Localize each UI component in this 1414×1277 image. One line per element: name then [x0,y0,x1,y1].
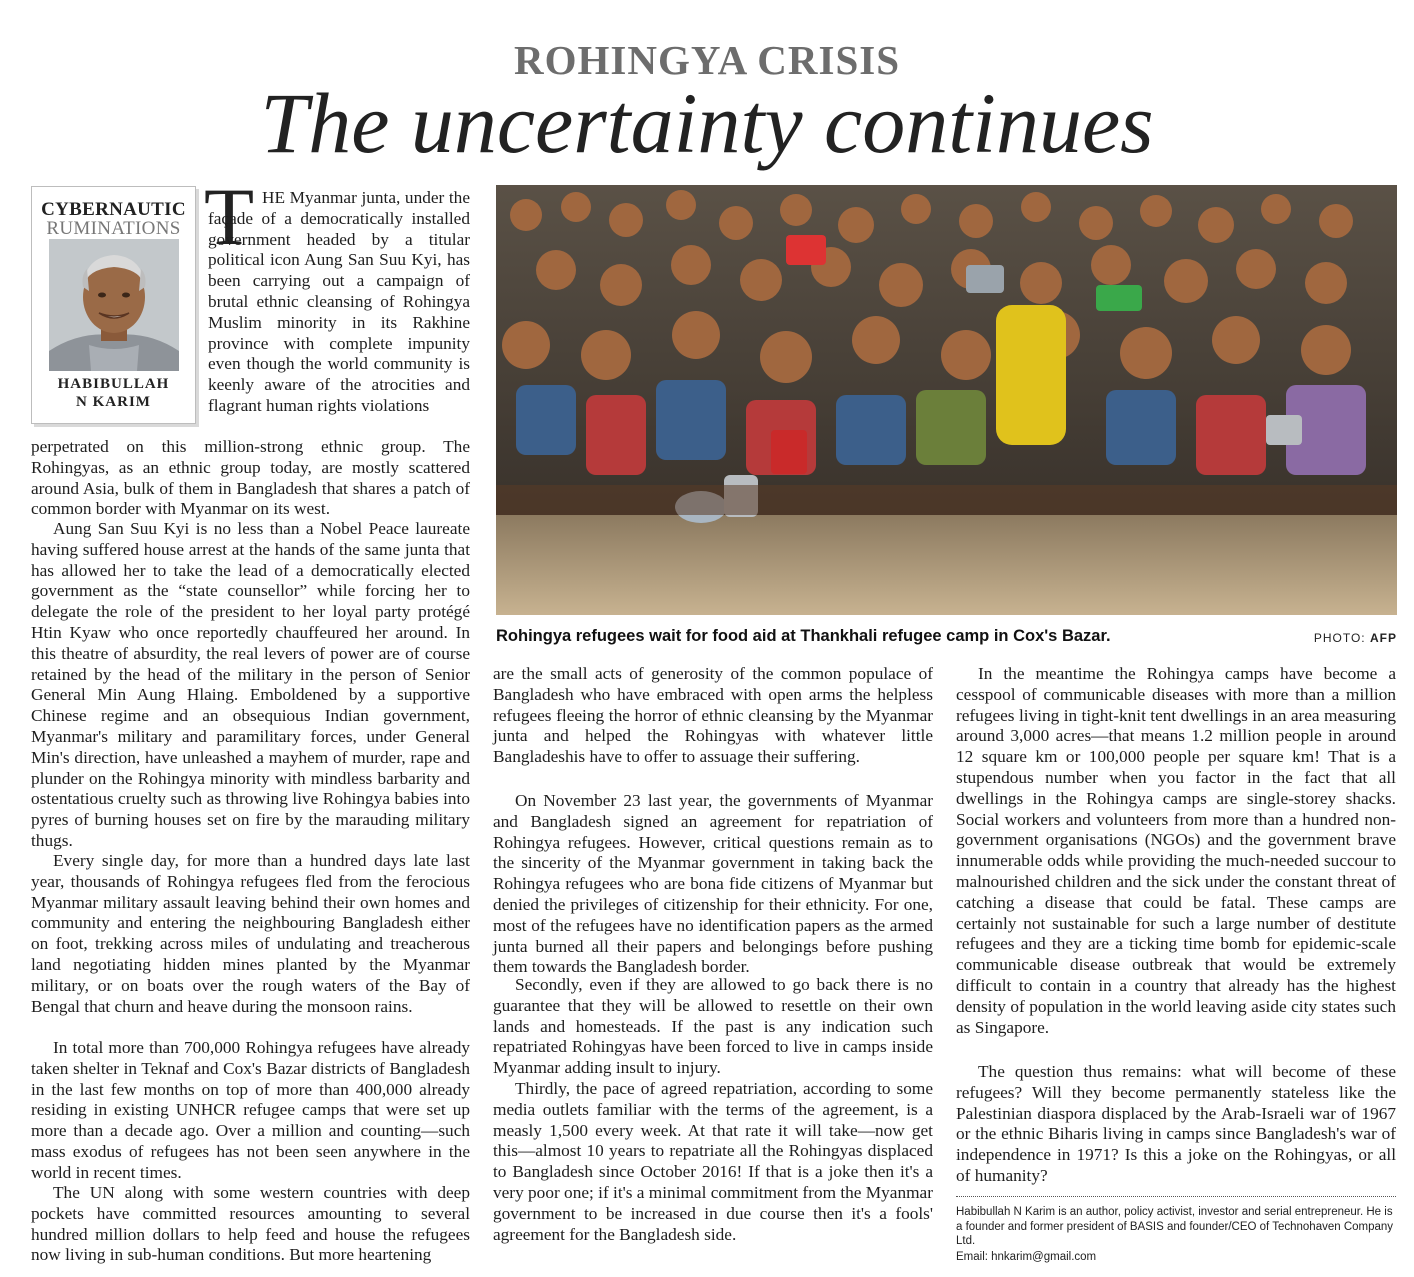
author-photo [49,239,179,371]
paragraph-7: Secondly, even if they are allowed to go back there is no guarantee that they will be allowed to resettle on their own lands and homesteads. If the past is any indication such repatriated Rohingyas have been forced to live in camps inside Myanmar adding insult to injury. [493,975,933,1078]
bio-divider [956,1196,1396,1197]
author-name: HABIBULLAH [57,376,170,392]
drop-cap: T [204,171,255,262]
paragraph-4: In total more than 700,000 Rohingya refugees have already taken shelter in Teknaf and Cox's Bazar districts of Bangladesh in the last few months on top of more than 400,000 already residing in existing UNHCR refugee camps that were set up more than a decade ago. Over a million and counting—such mass exodus of refugees has not been seen anywhere in the world in recent times. [31,1038,470,1182]
paragraph-2: Aung San Suu Kyi is no less than a Nobel Peace laureate having suffered house arrest at the hands of the same junta that has allowed her to take the lead of a democratically elected government as the “state counsellor” while forcing her to delegate the role of the president to her loyal party protégé Htin Kyaw who once reportedly chauffeured her around. In this theatre of absurdity, the real levers of power are of course retained by the head of the military in the person of Senior General Min Aung Hlaing. Emboldened by a supportive Chinese regime and an obsequious Indian government, Myanmar's military and paramilitary forces, under General Min's direction, have unleashed a mayhem of murder, rape and plunder on the Rohingya minority with mindless barbarity and ostentatious cruelty such as throwing live Rohingya babies into pyres of burning houses set on fire by the marauding military thugs. [31,519,470,850]
author-name-surname: N KARIM [76,394,151,410]
paragraph-8: Thirdly, the pace of agreed repatriation, according to some media outlets familiar with the terms of the agreement, is a measly 1,500 every week. At that rate it will take—now get this—almost 10 years to repatriate all the Rohingyas displaced to Bangladesh since October 2016! If that is a joke then it's a very poor one; if it's a minimal commitment from the Myanmar government to be increased in due course then it's a fools' agreement for the Bangladesh side. [493,1079,933,1244]
photo-credit-source: AFP [1370,631,1397,645]
author-portrait-icon [49,239,179,371]
paragraph-6: On November 23 last year, the governments of Myanmar and Bangladesh signed an agreement for repatriation of Rohingya refugees. However, critical questions remain as to the sincerity of the Myanmar government in taking back the Rohingya refugees who are bona fide citizens of Myanmar but denied the privileges of citizenship for their ethnicity. For one, most of the refugees have no identification papers as the armed junta burned all their papers and belongings before pushing them towards the Bangladesh border. [493,791,933,977]
author-bio: Habibullah N Karim is an author, policy activist, investor and serial entrepreneur. He is a founder and former president of BASIS and founder/CEO of Technohaven Company Ltd. [956,1206,1394,1247]
paragraph-5-continued: are the small acts of generosity of the common populace of Bangladesh who have embraced with open arms the helpless refugees fleeing the horror of ethnic cleansing by the Myanmar junta and helped the Rohingyas with whatever little Bangladeshis have to offer to assuage their suffering. [493,664,933,767]
paragraph-1-rest: perpetrated on this million-strong ethnic group. The Rohingyas, as an ethnic group today, are mostly scattered around Asia, bulk of them in Bangladesh that shares a patch of common border with Myanmar on its west. [31,437,470,519]
column-title: CYBERNAUTIC [41,199,186,220]
column-subtitle: RUMINATIONS [46,218,181,239]
headline: The uncertainty continues [260,75,1154,171]
photo-caption: Rohingya refugees wait for food aid at Thankhali refugee camp in Cox's Bazar. [496,627,1111,645]
photo-credit [1260,631,1397,645]
paragraph-5: The UN along with some western countries with deep pockets have committed resources amounting to several hundred million dollars to help feed and house the refugees now living in sub-human conditions. But more heartening [31,1183,470,1265]
section-kicker: ROHINGYA CRISIS [513,37,901,83]
author-email: Email: hnkarim@gmail.com [956,1251,1097,1263]
refugee-crowd-photo-icon [496,185,1397,615]
paragraph-10: The question thus remains: what will become of these refugees? Will they become permanently stateless like the Palestinian diaspora displaced by the Arab-Israeli war of 1967 or the ethnic Biharis living in camps since Bangladesh's war of independence in 1971? Is this a joke on the Rohingyas, or all of humanity? [956,1062,1396,1185]
photo-credit-label: PHOTO: [1313,631,1366,645]
main-photo [496,185,1397,615]
paragraph-9: In the meantime the Rohingya camps have become a cesspool of communicable diseases with more than a million refugees living in tight-knit tent dwellings in an area measuring around 3,000 acres—that means 1.2 million people in around 12 square km or 100,000 people per square km! That is a stupendous number when you factor in the fact that all dwellings in the Rohingya camps are single-storey shacks. Social workers and volunteers from more than a hundred non-government organisations (NGOs) and the government brave innumerable odds while providing the much-needed succour to malnourished children and the sick under the constant threat of catching a disease that could be fatal. These camps are certainly not sustainable for such a large number of destitute refugees and they are a ticking time bomb for epidemic-scale communicable disease outbreak that would be extremely difficult to contain in a country that already has the highest density of population in the world leaving aside city states such as Singapore. [956,664,1396,1037]
paragraph-3: Every single day, for more than a hundred days late last year, thousands of Rohingya refugees fled from the ferocious Myanmar military assault leaving behind their own homes and community and entering the neighbouring Bangladesh either on foot, trekking across miles of undulating and treacherous land negotiating hidden mines planted by the Myanmar military, or on boats over the rough waters of the Bay of Bengal that churn and heave during the monsoon rains. [31,851,470,1016]
paragraph-1-lead: HE Myanmar junta, under the façade of a democratically installed government headed by a titular political icon Aung San Suu Kyi, has been carrying out a campaign of brutal ethnic cleansing of Rohingya Muslim minority in its Rakhine province with complete impunity even though the world community is keenly aware of the atrocities and flagrant human rights violations [208,188,470,415]
author-box [31,186,196,424]
